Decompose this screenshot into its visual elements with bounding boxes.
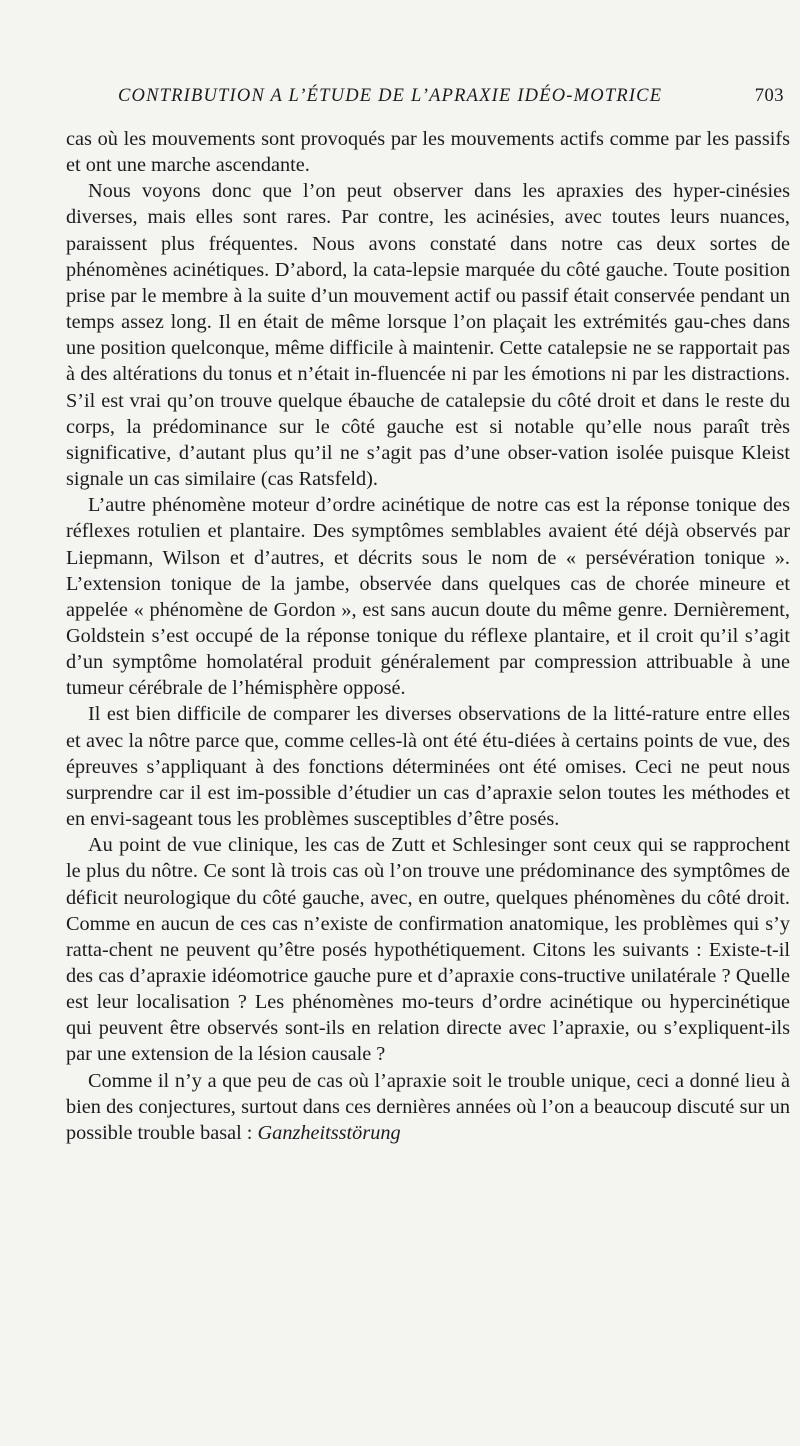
- paragraph-5: [66, 832, 790, 1067]
- paragraph-6-italic-term: Ganzheitsstörung: [257, 1121, 401, 1144]
- paragraph-6: [66, 1068, 790, 1146]
- paragraph-6-text: Comme il n’y a que peu de cas où l’apraxie soit le trouble unique, ceci a donné lieu à bien des conjectures, surtout dans ces dernières années où l’on a beaucoup discuté sur un possible trouble basal :: [66, 1069, 790, 1144]
- running-title: CONTRIBUTION A L’ÉTUDE DE L’APRAXIE IDÉO-MOTRICE: [118, 86, 663, 106]
- paragraph-1: [66, 126, 790, 178]
- paragraph-3-text: L’autre phénomène moteur d’ordre acinétique de notre cas est la réponse tonique des réflexes rotulien et plantaire. Des symptômes semblables avaient été déjà observés par Liepmann, Wilson et d’autres, et décrits sous le nom de « persévération tonique ». L’extension tonique de la jambe, observée dans quelques cas de chorée mineure et appelée « phénomène de Gordon », est sans aucun doute du même genre. Dernièrement, Goldstein s’est occupé de la réponse tonique du réflexe plantaire, et il croit qu’il s’agit d’un symptôme homolatéral produit généralement par compression attribuable à une tumeur cérébrale de l’hémisphère opposé.: [66, 494, 790, 700]
- paragraph-5-text: Au point de vue clinique, les cas de Zutt et Schlesinger sont ceux qui se rapprochent le plus du nôtre. Ce sont là trois cas où l’on trouve une prédominance des symptômes de déficit neurologique du côté gauche, avec, en outre, quelques phénomènes du côté droit. Comme en aucun de ces cas n’existe de confirmation anatomique, les problèmes qui s’y ratta-chent ne peuvent qu’être posés hypothétiquement. Citons les suivants : Existe-t-il des cas d’apraxie idéomotrice gauche pure et d’apraxie cons-tructive unilatérale ? Quelle est leur localisation ? Les phénomènes mo-teurs d’ordre acinétique ou hypercinétique qui peuvent être observés sont-ils en relation directe avec l’apraxie, ou s’expliquent-ils par une extension de la lésion causale ?: [66, 834, 790, 1066]
- paragraph-2-text: Nous voyons donc que l’on peut observer dans les apraxies des hyper-cinésies diverses, mais elles sont rares. Par contre, les acinésies, avec toutes leurs nuances, paraissent plus fréquentes. Nous avons constaté dans notre cas deux sortes de phénomènes acinétiques. D’abord, la cata-lepsie marquée du côté gauche. Toute position prise par le membre à la suite d’un mouvement actif ou passif était conservée pendant un temps assez long. Il en était de même lorsque l’on plaçait les extrémités gau-ches dans une position quelconque, même difficile à maintenir. Cette catalepsie ne se rapportait pas à des altérations du tonus et n’était in-fluencée ni par les émotions ni par les distractions. S’il est vrai qu’on trouve quelque ébauche de catalepsie du côté droit et dans le reste du corps, la prédominance sur le côté gauche est si notable qu’elle nous paraît très significative, d’autant plus qu’il ne s’agit pas d’une obser-vation isolée puisque Kleist signale un cas similaire (cas Ratsfeld).: [66, 180, 790, 491]
- body-text: [66, 126, 790, 1146]
- page-header: [66, 86, 788, 116]
- page-number: 703: [754, 86, 784, 106]
- paragraph-2: [66, 178, 790, 492]
- paragraph-1-text: cas où les mouvements sont provoqués par les mouvements actifs comme par les passifs et ont une marche ascendante.: [66, 128, 790, 177]
- paragraph-3: [66, 492, 790, 701]
- paragraph-4: [66, 701, 790, 832]
- paragraph-4-text: Il est bien difficile de comparer les diverses observations de la litté-rature entre elles et avec la nôtre parce que, comme celles-là ont été étu-diées à certains points de vue, des épreuves s’appliquant à des fonctions déterminées ont été omises. Ceci ne peut nous surprendre car il est im-possible d’étudier un cas d’apraxie selon toutes les méthodes et en envi-sageant tous les problèmes susceptibles d’être posés.: [66, 703, 790, 831]
